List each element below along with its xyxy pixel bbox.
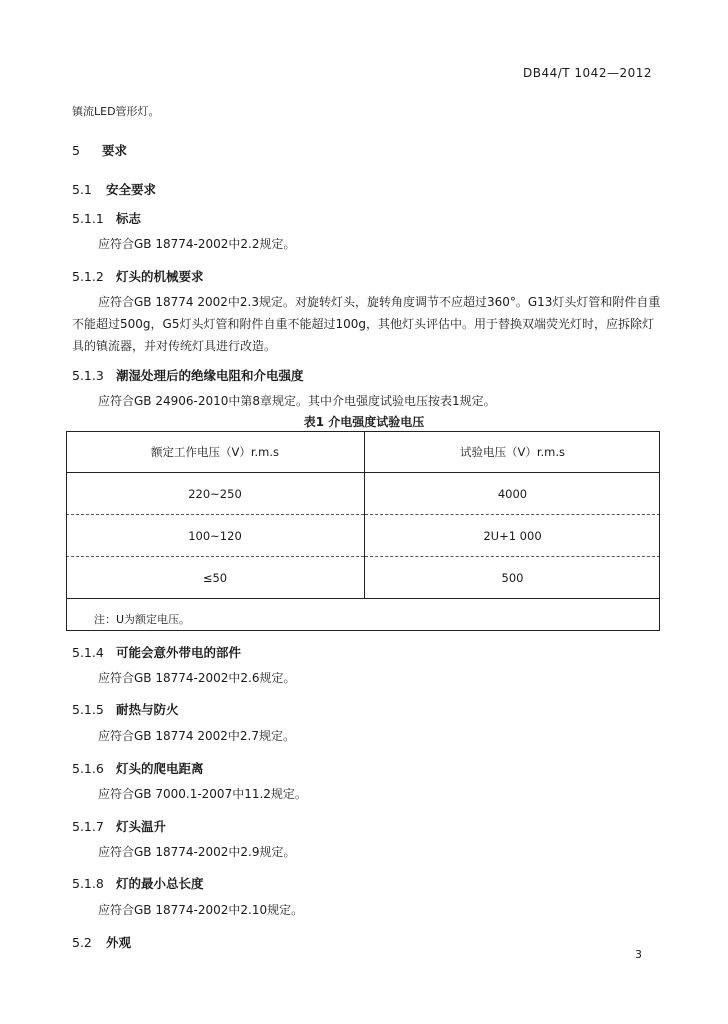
text-5-1-4: 应符合GB 18774-2002中2.6规定。 xyxy=(98,671,296,685)
page-number: 3 xyxy=(635,948,642,961)
heading-5-1-2: 5.1.2 灯头的机械要求 xyxy=(72,269,204,284)
text-5-1-7: 应符合GB 18774-2002中2.9规定。 xyxy=(98,845,296,859)
heading-5-2: 5.2 外观 xyxy=(72,935,132,950)
table-cell: 220~250 xyxy=(66,473,365,515)
standard-code: DB44/T 1042—2012 xyxy=(522,66,652,80)
text-5-1-6: 应符合GB 7000.1-2007中11.2规定。 xyxy=(98,787,307,801)
heading-5-1-3: 5.1.3 潮湿处理后的绝缘电阻和介电强度 xyxy=(72,368,304,383)
table-note: 注：U为额定电压。 xyxy=(94,613,191,626)
table-cell: ≤50 xyxy=(66,557,365,599)
heading-5-1-8: 5.1.8 灯的最小总长度 xyxy=(72,876,204,891)
heading-5: 5 要求 xyxy=(72,143,128,158)
table-header-test-voltage: 试验电压（V）r.m.s xyxy=(365,431,661,473)
table-cell: 4000 xyxy=(365,473,661,515)
table-cell: 500 xyxy=(365,557,661,599)
text-5-1-3: 应符合GB 24906-2010中第8章规定。其中介电强度试验电压按表1规定。 xyxy=(98,394,496,408)
text-5-1-5: 应符合GB 18774 2002中2.7规定。 xyxy=(98,729,295,743)
dielectric-strength-table xyxy=(66,431,660,639)
table-row xyxy=(66,557,660,599)
heading-5-1-6: 5.1.6 灯头的爬电距离 xyxy=(72,761,204,776)
heading-5-1: 5.1 安全要求 xyxy=(72,182,157,197)
text-5-1-2: 应符合GB 18774 2002中2.3规定。对旋转灯头，旋转角度调节不应超过360°。G13灯头灯管和附件自重不能超过500g，G5灯头灯管和附件自重不能超过100g，其他灯头评估中。用于替换双端荧光灯时，应拆除灯具的镇流器，并对传统灯具进行改造。 xyxy=(72,295,661,353)
text-5-1-1: 应符合GB 18774-2002中2.2规定。 xyxy=(98,237,296,251)
table-cell: 100~120 xyxy=(66,515,365,557)
table-header-rated-voltage: 额定工作电压（V）r.m.s xyxy=(66,431,365,473)
table-caption: 表1 介电强度试验电压 xyxy=(303,415,425,429)
heading-5-1-4: 5.1.4 可能会意外带电的部件 xyxy=(72,645,242,660)
table-row xyxy=(66,515,660,557)
text-5-1-8: 应符合GB 18774-2002中2.10规定。 xyxy=(98,903,304,917)
heading-5-1-1: 5.1.1 标志 xyxy=(72,211,142,226)
heading-5-1-7: 5.1.7 灯头温升 xyxy=(72,819,167,834)
heading-5-1-5: 5.1.5 耐热与防火 xyxy=(72,702,179,717)
intro-text: 镇流LED管形灯。 xyxy=(72,105,160,118)
table-row xyxy=(66,473,660,515)
table-cell: 2U+1 000 xyxy=(365,515,661,557)
